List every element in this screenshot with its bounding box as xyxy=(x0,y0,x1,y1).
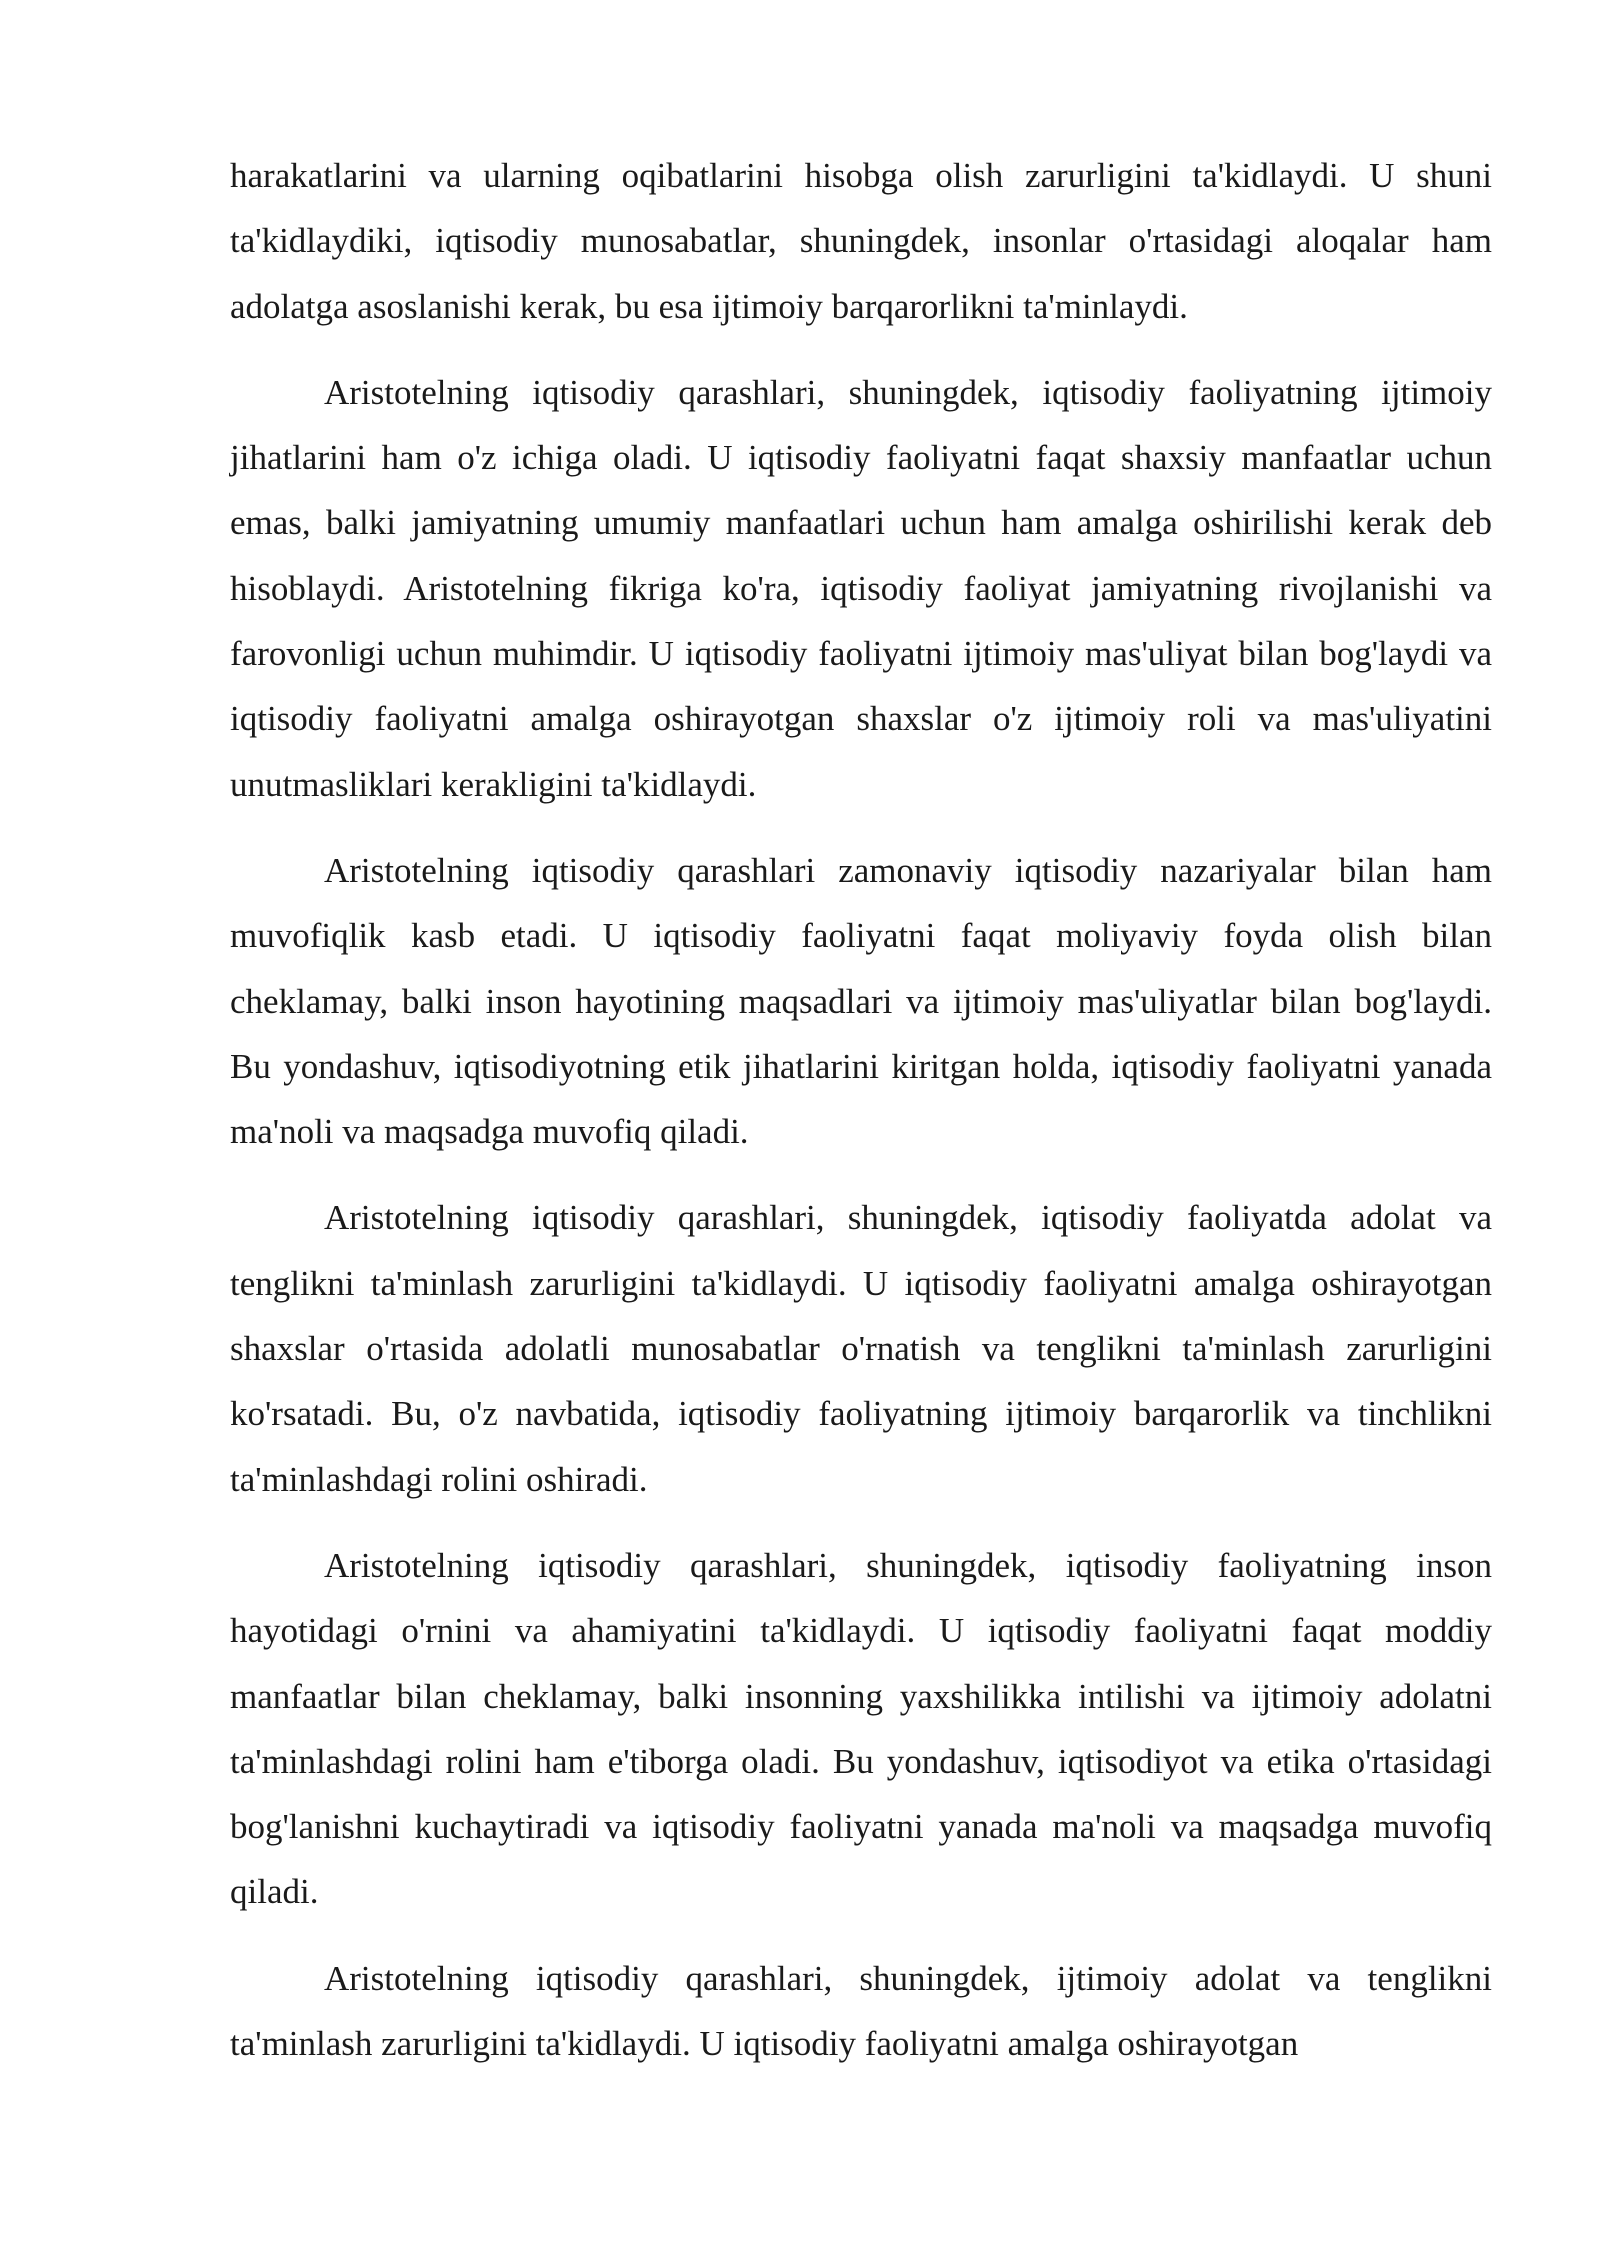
paragraph: Aristotelning iqtisodiy qarashlari, shuningdek, iqtisodiy faoliyatda adolat va tenglikni ta'minlash zarurligini ta'kidlaydi. U iqtisodiy faoliyatni amalga oshirayotgan shaxslar o'rtasida adolatli munosabatlar o'rnatish va tenglikni ta'minlash zarurligini ko'rsatadi. Bu, o'z navbatida, iqtisodiy faoliyatning ijtimoiy barqarorlik va tinchlikni ta'minlashdagi rolini oshiradi. xyxy=(230,1198,1492,1499)
paragraph: Aristotelning iqtisodiy qarashlari, shuningdek, iqtisodiy faoliyatning inson hayotidagi o'rnini va ahamiyatini ta'kidlaydi. U iqtisodiy faoliyatni faqat moddiy manfaatlar bilan cheklamay, balki insonning yaxshilikka intilishi va ijtimoiy adolatni ta'minlashdagi rolini ham e'tiborga oladi. Bu yondashuv, iqtisodiyot va etika o'rtasidagi bog'lanishni kuchaytiradi va iqtisodiy faoliyatni yanada ma'noli va maqsadga muvofiq qiladi. xyxy=(230,1545,1492,1912)
paragraph: Aristotelning iqtisodiy qarashlari zamonaviy iqtisodiy nazariyalar bilan ham muvofiqlik kasb etadi. U iqtisodiy faoliyatni faqat moliyaviy foyda olish bilan cheklamay, balki inson hayotining maqsadlari va ijtimoiy mas'uliyatlar bilan bog'laydi. Bu yondashuv, iqtisodiyotning etik jihatlarini kiritgan holda, iqtisodiy faoliyatni yanada ma'noli va maqsadga muvofiq qiladi. xyxy=(230,850,1492,1152)
paragraph-continuation: harakatlarini va ularning oqibatlarini hisobga olish zarurligini ta'kidlaydi. U shuni ta'kidlaydiki, iqtisodiy munosabatlar, shuningdek, insonlar o'rtasidagi aloqalar ham adolatga asoslanishi kerak, bu esa ijtimoiy barqarorlikni ta'minlaydi. xyxy=(230,156,1492,326)
paragraph-truncated: Aristotelning iqtisodiy qarashlari, shuningdek, ijtimoiy adolat va tenglikni ta'minlash zarurligini ta'kidlaydi. U iqtisodiy faoliyatni amalga oshirayotgan xyxy=(230,1958,1492,2064)
body-text xyxy=(230,143,1492,2076)
paragraph: Aristotelning iqtisodiy qarashlari, shuningdek, iqtisodiy faoliyatning ijtimoiy jihatlarini ham o'z ichiga oladi. U iqtisodiy faoliyatni faqat shaxsiy manfaatlar uchun emas, balki jamiyatning umumiy manfaatlari uchun ham amalga oshirilishi kerak deb hisoblaydi. Aristotelning fikriga ko'ra, iqtisodiy faoliyat jamiyatning rivojlanishi va farovonligi uchun muhimdir. U iqtisodiy faoliyatni ijtimoiy mas'uliyat bilan bog'laydi va iqtisodiy faoliyatni amalga oshirayotgan shaxslar o'z ijtimoiy roli va mas'uliyatini unutmasliklari kerakligini ta'kidlaydi. xyxy=(230,372,1492,804)
